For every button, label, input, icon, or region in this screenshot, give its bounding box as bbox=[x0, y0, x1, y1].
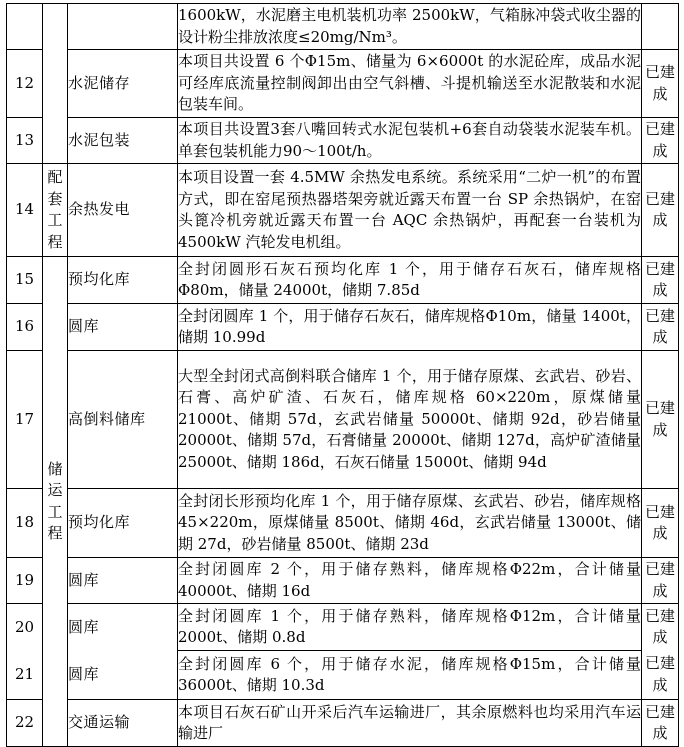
table-row bbox=[7, 604, 679, 651]
table-row bbox=[7, 118, 679, 164]
status-cell: 已建成 bbox=[642, 118, 679, 164]
row-number: 13 bbox=[7, 118, 43, 164]
item-name: 圆库 bbox=[68, 651, 178, 700]
item-name: 圆库 bbox=[68, 604, 178, 651]
item-name: 余热发电 bbox=[68, 164, 178, 257]
project-table bbox=[6, 3, 679, 747]
row-number: 20 bbox=[7, 604, 43, 651]
item-description: 本项目共设置3套八嘴回转式水泥包装机+6套自动袋装水泥装车机。单套包装机能力90～100t/h。 bbox=[178, 118, 642, 164]
status-cell: 已建成 bbox=[642, 50, 679, 118]
row-number bbox=[7, 4, 43, 50]
item-name bbox=[68, 4, 178, 50]
row-number: 12 bbox=[7, 50, 43, 118]
row-number: 17 bbox=[7, 351, 43, 489]
item-description: 全封闭圆形石灰石预均化库 1 个，用于储存石灰石，储库规格Φ80m，储量 24000t，储期 7.85d bbox=[178, 257, 642, 304]
status-cell bbox=[642, 4, 679, 50]
status-cell: 已建成 bbox=[642, 257, 679, 304]
item-description: 全封闭圆库 1 个，用于储存熟料，储库规格Φ12m，合计储量 2000t、储期 0.8d bbox=[178, 604, 642, 651]
item-description: 本项目设置一套 4.5MW 余热发电系统。系统采用“二炉一机”的布置方式，即在窑尾预热器塔架旁就近露天布置一台 SP 余热锅炉，在窑头篦冷机旁就近露天布置一台 AQC 余热锅炉，再配套一台装机为 4500kW 汽轮发电机组。 bbox=[178, 164, 642, 257]
item-name: 圆库 bbox=[68, 304, 178, 351]
row-number: 19 bbox=[7, 558, 43, 604]
table-row bbox=[7, 558, 679, 604]
item-description: 全封闭圆库 2 个，用于储存熟料，储库规格Φ22m，合计储量 40000t、储期 16d bbox=[178, 558, 642, 604]
row-number: 21 bbox=[7, 651, 43, 700]
status-cell: 已建成 bbox=[642, 700, 679, 747]
item-name: 预均化库 bbox=[68, 257, 178, 304]
row-number: 18 bbox=[7, 489, 43, 558]
row-number: 15 bbox=[7, 257, 43, 304]
row-number: 16 bbox=[7, 304, 43, 351]
item-description: 本项目石灰石矿山开采后汽车运输进厂，其余原燃料也均采用汽车运输进厂 bbox=[178, 700, 642, 747]
row-number: 22 bbox=[7, 700, 43, 747]
item-name: 预均化库 bbox=[68, 489, 178, 558]
category-cell bbox=[43, 4, 68, 164]
item-name: 圆库 bbox=[68, 558, 178, 604]
status-cell: 已建成 bbox=[642, 489, 679, 558]
table-row bbox=[7, 4, 679, 50]
item-description: 1600kW，水泥磨主电机装机功率 2500kW，气箱脉冲袋式收尘器的设计粉尘排放浓度≤20mg/Nm³。 bbox=[178, 4, 642, 50]
item-description: 全封闭长形预均化库 1 个，用于储存原煤、玄武岩、砂岩，储库规格 45×220m，原煤储量 8500t、储期 46d，玄武岩储量 13000t、储期 27d，砂岩储量 8500t、储期 23d bbox=[178, 489, 642, 558]
item-name: 水泥包装 bbox=[68, 118, 178, 164]
item-description: 全封闭圆库 1 个，用于储存石灰石，储库规格Φ10m，储量 1400t，储期 10.99d bbox=[178, 304, 642, 351]
item-description: 大型全封闭式高倒料联合储库 1 个，用于储存原煤、玄武岩、砂岩、石膏、高炉矿渣、石灰石，储库规格 60×220m，原煤储量 21000t、储期 57d，玄武岩储量 50000t、储期 92d，砂岩储量 20000t、储期 57d，石膏储量 20000t、储期 127d，高炉矿渣储量 25000t、储期 186d，石灰石储量 15000t、储期 94d bbox=[178, 351, 642, 489]
status-cell: 已建成 bbox=[642, 351, 679, 489]
status-cell: 已建成 bbox=[642, 558, 679, 604]
table-row bbox=[7, 304, 679, 351]
table-row bbox=[7, 651, 679, 700]
status-cell: 已建成 bbox=[642, 604, 679, 651]
table-row bbox=[7, 489, 679, 558]
table-row bbox=[7, 257, 679, 304]
row-number: 14 bbox=[7, 164, 43, 257]
table-row bbox=[7, 50, 679, 118]
status-cell: 已建成 bbox=[642, 304, 679, 351]
category-cell: 储运工程 bbox=[43, 257, 68, 747]
table-row bbox=[7, 351, 679, 489]
table-row bbox=[7, 164, 679, 257]
status-cell: 已建成 bbox=[642, 651, 679, 700]
item-name: 高倒料储库 bbox=[68, 351, 178, 489]
item-name: 水泥储存 bbox=[68, 50, 178, 118]
item-description: 全封闭圆库 6 个，用于储存水泥，储库规格Φ15m，合计储量 36000t、储期 10.3d bbox=[178, 651, 642, 700]
item-name: 交通运输 bbox=[68, 700, 178, 747]
item-description: 本项目共设置 6 个Φ15m、储量为 6×6000t 的水泥砼库，成品水泥可经库底流量控制阀卸出由空气斜槽、斗提机输送至水泥散装和水泥包装车间。 bbox=[178, 50, 642, 118]
category-cell: 配套工程 bbox=[43, 164, 68, 257]
status-cell: 已建成 bbox=[642, 164, 679, 257]
table-row bbox=[7, 700, 679, 747]
